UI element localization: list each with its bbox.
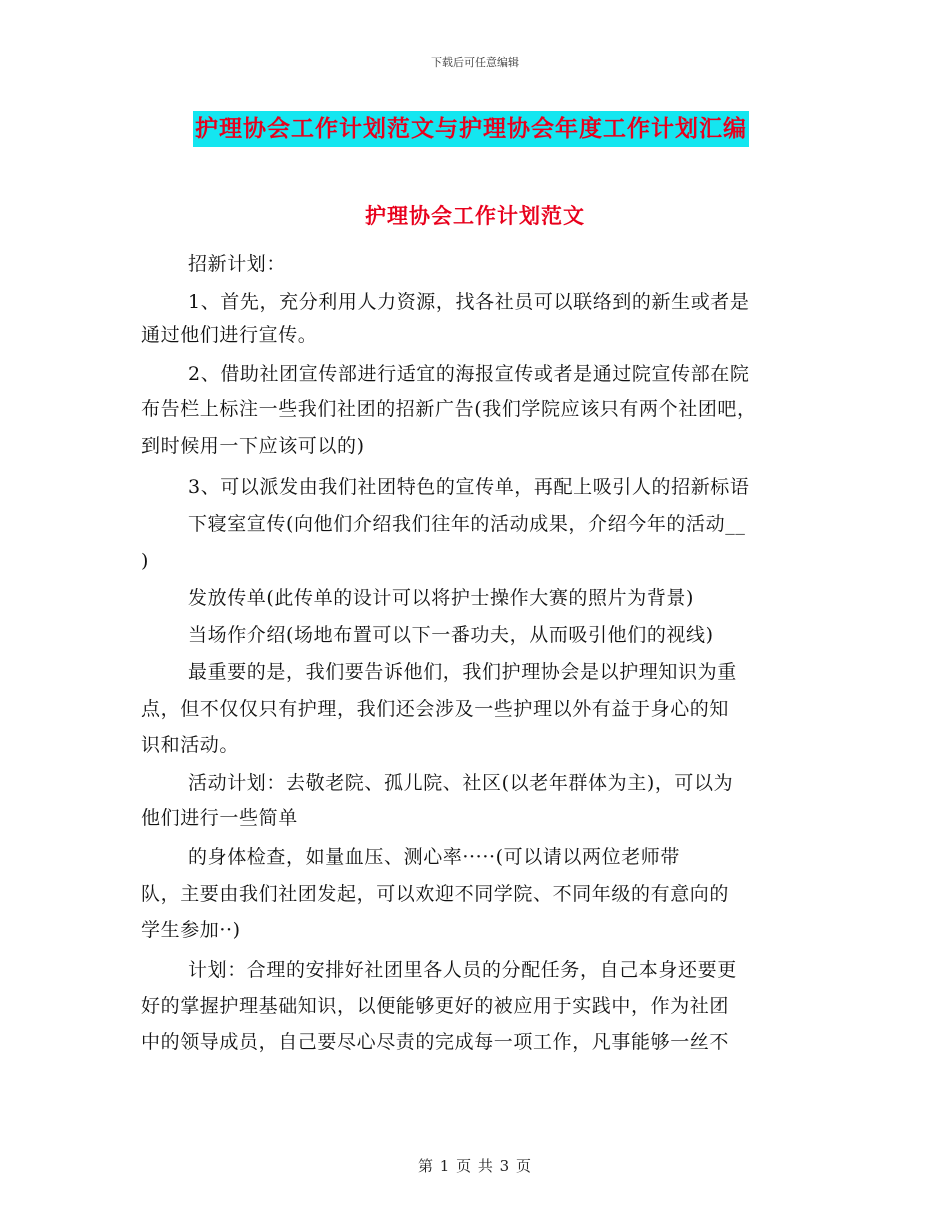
paragraph-line: ) — [141, 550, 150, 572]
paragraph-line: 中的领导成员，自己要尽心尽责的完成每一项工作，凡事能够一丝不 — [141, 1031, 730, 1053]
paragraph-line: 的身体检查，如量血压、测心率·····(可以请以两位老师带 — [188, 846, 681, 868]
paragraph-line: 他们进行一些简单 — [141, 807, 298, 829]
main-title-wrap — [193, 111, 749, 147]
paragraph-line: 当场作介绍(场地布置可以下一番功夫，从而吸引他们的视线) — [188, 624, 714, 646]
paragraph-line: 点，但不仅仅只有护理，我们还会涉及一些护理以外有益于身心的知 — [141, 698, 730, 720]
paragraph-line: 好的掌握护理基础知识，以便能够更好的被应用于实践中，作为社团 — [141, 995, 730, 1017]
page-footer: 第 1 页 共 3 页 — [418, 1157, 532, 1175]
paragraph-line: 活动计划：去敬老院、孤儿院、社区(以老年群体为主)，可以为 — [188, 772, 734, 794]
paragraph-line: 3、可以派发由我们社团特色的宣传单，再配上吸引人的招新标语 — [188, 476, 750, 498]
paragraph-line: 布告栏上标注一些我们社团的招新广告(我们学院应该只有两个社团吧， — [141, 398, 757, 420]
paragraph-line: 学生参加··) — [141, 919, 241, 941]
paragraph-line: 计划：合理的安排好社团里各人员的分配任务，自己本身还要更 — [188, 959, 737, 981]
paragraph-line: 2、借助社团宣传部进行适宜的海报宣传或者是通过院宣传部在院 — [188, 363, 750, 385]
main-title: 护理协会工作计划范文与护理协会年度工作计划汇编 — [193, 111, 749, 147]
paragraph-line: 识和活动。 — [141, 734, 240, 756]
paragraph-line: 招新计划： — [188, 253, 287, 275]
paragraph-line: 通过他们进行宣传。 — [141, 324, 318, 346]
paragraph-line: 发放传单(此传单的设计可以将护士操作大赛的照片为背景) — [188, 587, 695, 609]
paragraph-line: 1、首先，充分利用人力资源，找各社员可以联络到的新生或者是 — [188, 291, 750, 313]
paragraph-line: 最重要的是，我们要告诉他们，我们护理协会是以护理知识为重 — [188, 661, 737, 683]
paragraph-line: 下寝室宣传(向他们介绍我们往年的活动成果，介绍今年的活动__ — [188, 513, 746, 535]
section-title: 护理协会工作计划范文 — [365, 204, 585, 228]
header-note: 下载后可任意编辑 — [431, 56, 519, 69]
paragraph-line: 队，主要由我们社团发起，可以欢迎不同学院、不同年级的有意向的 — [141, 883, 730, 905]
paragraph-line: 到时候用一下应该可以的) — [141, 435, 365, 457]
